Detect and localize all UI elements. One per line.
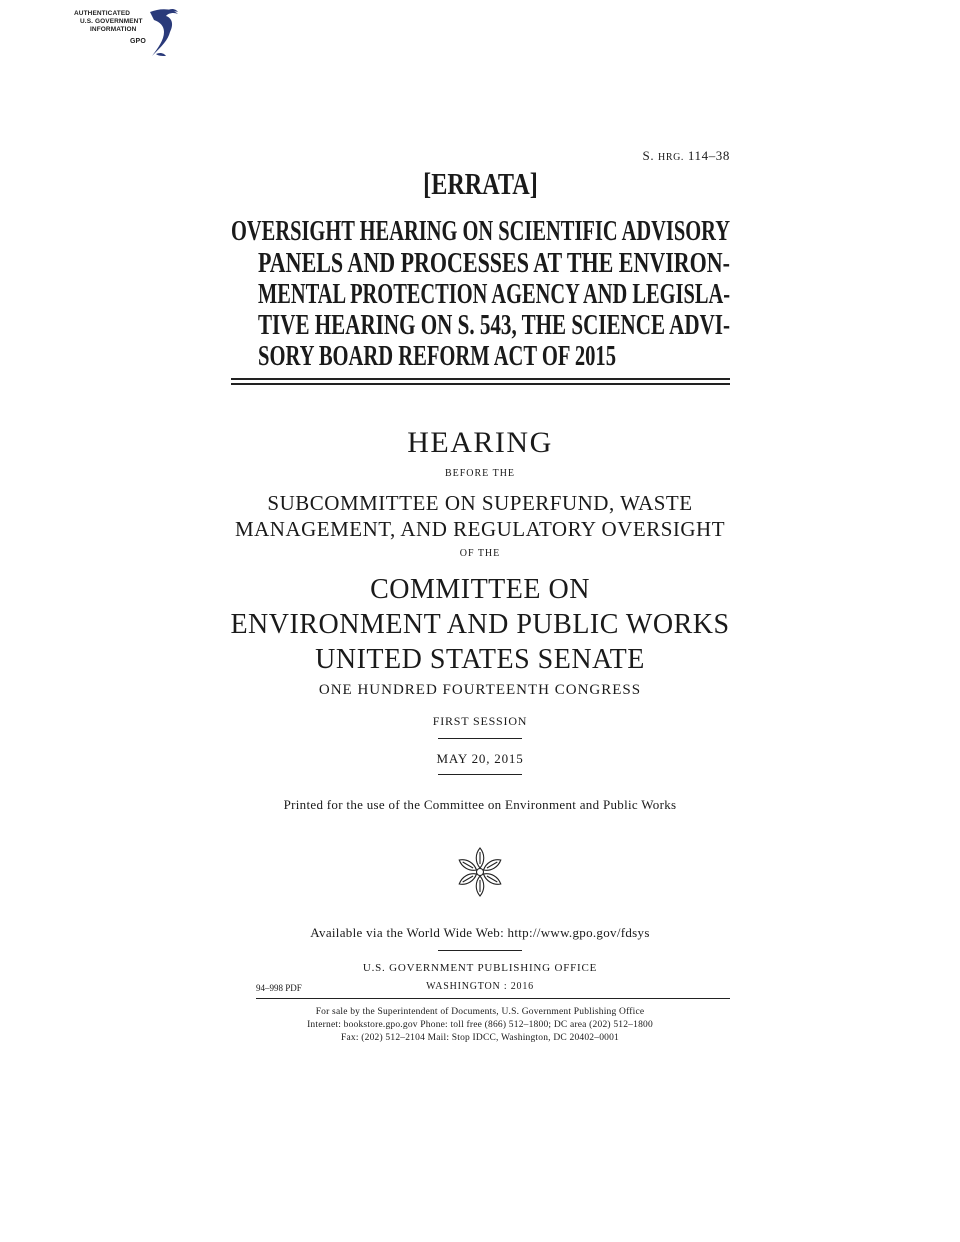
title-line [231, 216, 914, 248]
title-double-rule-bottom [231, 383, 730, 385]
pdf-code: 94–998 PDF [256, 983, 302, 993]
subcommittee-name-line: MANAGEMENT, AND REGULATORY OVERSIGHT [234, 517, 726, 541]
committee-name-line: UNITED STATES SENATE [315, 644, 645, 675]
title-line-text: OVERSIGHT HEARING ON SCIENTIFIC ADVISORY [231, 216, 730, 247]
committee-name-line: ENVIRONMENT AND PUBLIC WORKS [230, 609, 730, 640]
hearing-number-value: 114–38 [684, 148, 730, 163]
hearing-number-hrg: HRG. [658, 152, 685, 163]
availability-line: Available via the World Wide Web: http://www.gpo.gov/fdsys [310, 925, 650, 940]
printed-for-line: Printed for the use of the Committee on Environment and Public Works [283, 797, 677, 812]
sale-info-line: For sale by the Superintendent of Documents, U.S. Government Publishing Office [315, 1007, 645, 1017]
sale-info-line: Internet: bookstore.gpo.gov Phone: toll free (866) 512–1800; DC area (202) 512–1800 [307, 1020, 653, 1030]
committee-name-line: COMMITTEE ON [370, 574, 590, 605]
date-rule [438, 774, 522, 775]
title-line-text: SORY BOARD REFORM ACT OF 2015 [258, 341, 616, 372]
logo-text-line: AUTHENTICATED [74, 10, 131, 17]
gpo-ornament-icon [452, 844, 508, 900]
of-the-label: OF THE [459, 548, 501, 559]
footer-rule [256, 998, 730, 999]
title-line [258, 279, 905, 311]
publishing-office: U.S. GOVERNMENT PUBLISHING OFFICE [362, 962, 598, 974]
availability-rule [438, 950, 522, 951]
session-line: FIRST SESSION [432, 714, 528, 728]
title-line-text: TIVE HEARING ON S. 543, THE SCIENCE ADVI- [258, 310, 730, 341]
hearing-date: MAY 20, 2015 [436, 751, 524, 766]
before-the-label: BEFORE THE [444, 468, 516, 479]
subcommittee-name-line: SUBCOMMITTEE ON SUPERFUND, WASTE [267, 491, 693, 515]
title-line-text: MENTAL PROTECTION AGENCY AND LEGISLA- [258, 279, 730, 310]
eagle-icon [138, 6, 188, 60]
errata-heading [0, 166, 960, 202]
washington-line: WASHINGTON : 2016 [426, 981, 534, 992]
title-line-text: PANELS AND PROCESSES AT THE ENVIRON- [258, 248, 730, 279]
title-line [258, 310, 885, 342]
session-rule [438, 738, 522, 739]
title-double-rule-top [231, 378, 730, 380]
logo-text-line: INFORMATION [90, 26, 137, 33]
title-line [258, 248, 859, 280]
gpo-authentication-logo [68, 4, 188, 60]
logo-text-line: GPO [130, 38, 146, 45]
congress-line: ONE HUNDRED FOURTEENTH CONGRESS [318, 682, 642, 698]
hearing-heading: HEARING [407, 426, 553, 459]
logo-text-line: U.S. GOVERNMENT [80, 18, 143, 25]
hearing-number [642, 148, 730, 164]
sale-info-line: Fax: (202) 512–2104 Mail: Stop IDCC, Washington, DC 20402–0001 [341, 1033, 619, 1043]
title-line [258, 341, 745, 373]
errata-text: [ERRATA] [422, 166, 538, 201]
hearing-number-prefix: S. [642, 148, 659, 163]
